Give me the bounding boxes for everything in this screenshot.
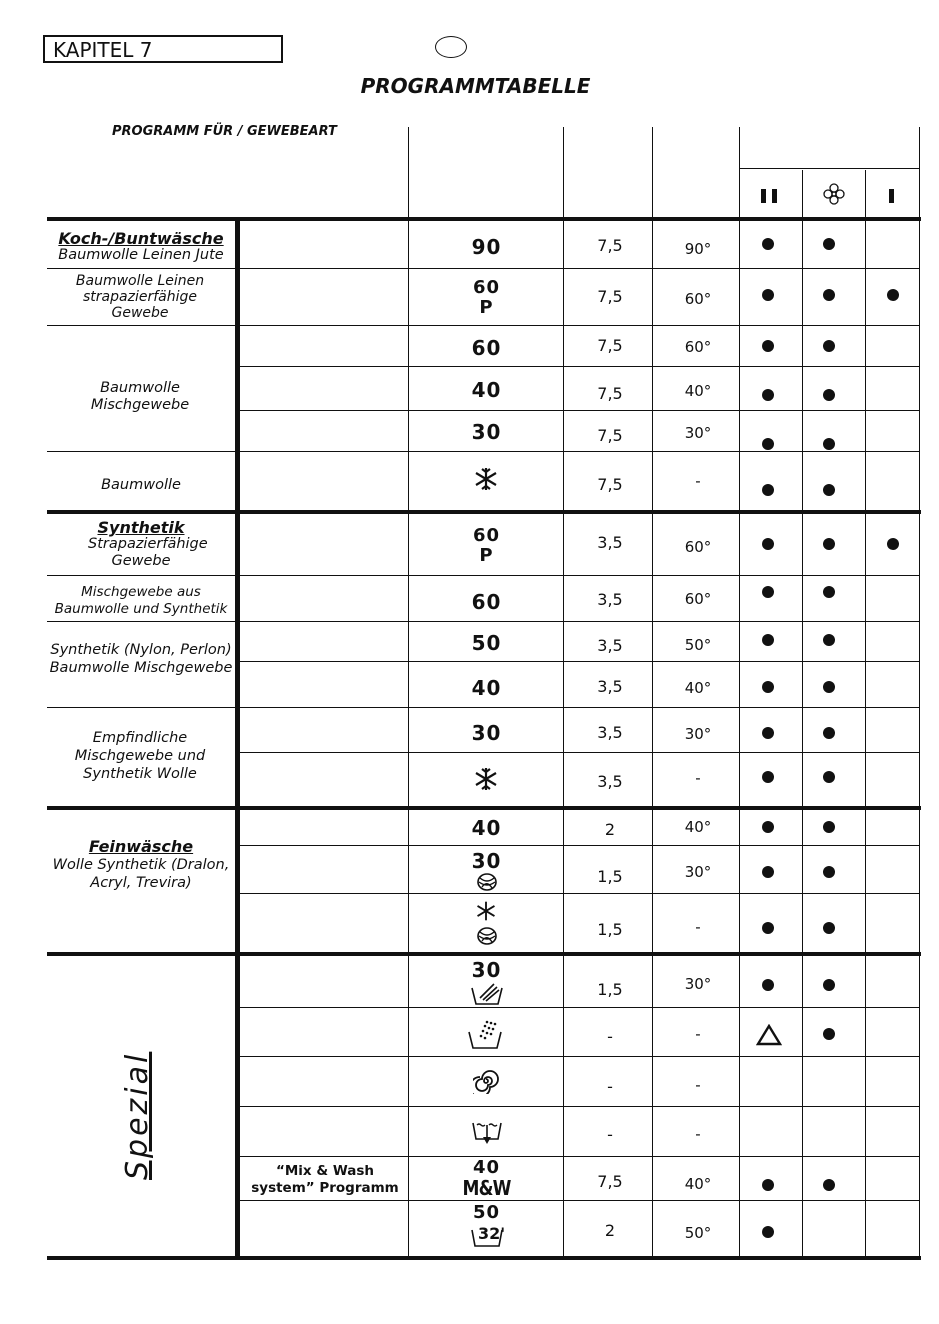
program-value: 60 (471, 336, 502, 360)
category-title: Koch-/Buntwäsche (58, 229, 224, 248)
temperature-value: 40° (684, 818, 712, 836)
temperature-value: - (695, 769, 701, 787)
load-value: - (607, 1125, 613, 1144)
row-line (240, 621, 920, 622)
option-dot (762, 979, 774, 991)
col-sep (563, 127, 564, 1258)
category-line (47, 451, 236, 452)
wool-ball-icon (476, 926, 498, 950)
header-sep (739, 168, 920, 169)
temperature-value: 50° (684, 1224, 712, 1242)
option-dot (823, 866, 835, 878)
short-program-time: 32' (478, 1224, 506, 1243)
option-dot (762, 289, 774, 301)
option-dot (762, 821, 774, 833)
row-line (240, 893, 920, 894)
option-dot (823, 484, 835, 496)
option-dot (762, 1179, 774, 1191)
category-misch-syn: Mischgewebe aus Baumwolle und Synthetik (54, 584, 228, 617)
option-dot (762, 340, 774, 352)
row-line (240, 1007, 920, 1008)
option-dot (762, 238, 774, 250)
load-value: 7,5 (597, 384, 623, 403)
option-dot (823, 821, 835, 833)
program-temp: 60 (472, 525, 501, 546)
load-value: 3,5 (597, 636, 623, 655)
option-dot (887, 289, 899, 301)
temperature-value: 60° (684, 338, 712, 356)
program-value: 40 (471, 816, 502, 840)
option-dot (823, 438, 835, 450)
col-sep (802, 170, 803, 1258)
load-value: 3,5 (597, 590, 623, 609)
load-value: 1,5 (597, 920, 623, 939)
temperature-value: 90° (684, 240, 712, 258)
row-line (240, 410, 920, 411)
page-title: PROGRAMMTABELLE (360, 74, 591, 98)
load-value: 2 (604, 820, 616, 839)
category-line (47, 325, 236, 326)
spin-icon (473, 1068, 499, 1098)
option-dot (823, 389, 835, 401)
option-dot (823, 979, 835, 991)
temperature-value: - (695, 1125, 701, 1143)
prewash-icon (759, 188, 781, 208)
temperature-value: - (695, 1025, 701, 1043)
load-value: 1,5 (597, 867, 623, 886)
row-line (240, 366, 920, 367)
temperature-value: 30° (684, 424, 712, 442)
option-dot (762, 922, 774, 934)
category-line (47, 575, 236, 576)
snowflake-icon (475, 900, 497, 926)
chapter-label: KAPITEL 7 (43, 35, 283, 63)
program-p: P (479, 545, 494, 566)
option-dot (823, 1028, 835, 1040)
row-line (240, 1106, 920, 1107)
language-oval (435, 36, 467, 58)
category-fein (48, 838, 234, 892)
option-dot (823, 1179, 835, 1191)
program-value (410, 1203, 563, 1223)
category-synthetik (48, 519, 234, 570)
temperature-value: - (695, 1076, 701, 1094)
option-dot (823, 681, 835, 693)
temperature-value: 60° (684, 538, 712, 556)
temperature-value: 30° (684, 975, 712, 993)
load-value: 7,5 (597, 475, 623, 494)
option-dot (823, 771, 835, 783)
option-dot (762, 1226, 774, 1238)
row-line (240, 1200, 920, 1201)
rinse-icon (467, 1018, 503, 1054)
program-value (410, 278, 563, 318)
category-sep (235, 219, 240, 1259)
group-sep (47, 510, 921, 514)
category-line (47, 268, 236, 269)
row-line (240, 845, 920, 846)
load-value: 7,5 (597, 236, 623, 255)
row-line (240, 661, 920, 662)
load-value: 1,5 (597, 980, 623, 999)
category-nylon: Synthetik (Nylon, Perlon) Baumwolle Mischgewebe (49, 642, 233, 676)
option-dot (823, 922, 835, 934)
option-dot (762, 438, 774, 450)
option-dot (823, 634, 835, 646)
category-baumwoll-misch: Baumwolle Mischgewebe (90, 380, 190, 413)
temperature-value: - (695, 472, 701, 490)
program-value (410, 1158, 563, 1198)
group-sep (47, 806, 921, 810)
load-value: 7,5 (597, 1172, 623, 1191)
category-title: Feinwäsche (88, 837, 194, 856)
category-koch (48, 230, 234, 264)
option-dot (762, 771, 774, 783)
program-value: 50 (471, 631, 502, 655)
program-value: 90 (471, 235, 502, 259)
load-value: 3,5 (597, 772, 623, 791)
temperature-value: 30° (684, 863, 712, 881)
program-mw: M&W (462, 1176, 511, 1200)
program-value: 30 (471, 849, 502, 873)
program-value: 40 (471, 676, 502, 700)
category-sub: Baumwolle Leinen Jute (58, 247, 224, 263)
col-sep (408, 127, 409, 1258)
mixwash-label: “Mix & Wash system” Programm (251, 1163, 399, 1196)
load-value: 7,5 (597, 426, 623, 445)
category-baumwolle: Baumwolle (101, 477, 181, 493)
load-value: 7,5 (597, 287, 623, 306)
load-value: - (607, 1027, 613, 1046)
category-sub: Strapazierfähige Gewebe (88, 536, 208, 569)
triangle-icon (756, 1024, 782, 1050)
temperature-value: 60° (684, 590, 712, 608)
row-line (240, 1056, 920, 1057)
row-line (240, 268, 920, 269)
option-dot (887, 538, 899, 550)
column-header-program: PROGRAMM FÜR / GEWEBEART (112, 124, 337, 139)
program-value: 30 (471, 958, 502, 982)
handwash-icon (470, 980, 504, 1010)
snowflake-icon (473, 766, 499, 796)
program-temp: 40 (472, 1157, 501, 1178)
option-dot (762, 484, 774, 496)
load-value: 7,5 (597, 336, 623, 355)
load-value: 2 (604, 1221, 616, 1240)
row-line (240, 1156, 920, 1157)
row-line (240, 707, 920, 708)
table-bottom (47, 1256, 921, 1260)
option-dot (762, 866, 774, 878)
option-dot (762, 634, 774, 646)
bleach-icon (888, 188, 896, 208)
program-value (410, 526, 563, 566)
load-value: - (607, 1077, 613, 1096)
program-value: 30 (471, 721, 502, 745)
option-dot (762, 681, 774, 693)
option-dot (823, 586, 835, 598)
row-line (240, 752, 920, 753)
col-sep (865, 170, 866, 1258)
temperature-value: 60° (684, 290, 712, 308)
option-dot (823, 289, 835, 301)
category-empfindlich: Empfindliche Mischgewebe und Synthetik Wolle (74, 730, 206, 782)
group-sep (47, 217, 921, 221)
temperature-value: - (695, 918, 701, 936)
option-dot (823, 340, 835, 352)
program-value: 40 (471, 378, 502, 402)
row-line (240, 451, 920, 452)
load-value: 3,5 (597, 723, 623, 742)
load-value: 3,5 (597, 533, 623, 552)
col-sep (919, 127, 920, 1258)
category-sub: Wolle Synthetik (Dralon, Acryl, Trevira) (52, 857, 230, 891)
temperature-value: 40° (684, 679, 712, 697)
option-dot (823, 727, 835, 739)
temperature-value: 30° (684, 725, 712, 743)
temperature-value: 40° (684, 382, 712, 400)
category-title: Synthetik (97, 518, 185, 537)
option-dot (762, 538, 774, 550)
option-dot (762, 727, 774, 739)
category-line (47, 707, 236, 708)
option-dot (823, 238, 835, 250)
row-line (240, 575, 920, 576)
program-value: 30 (471, 420, 502, 444)
load-value: 3,5 (597, 677, 623, 696)
row-line (240, 325, 920, 326)
program-temp: 60 (472, 277, 501, 298)
wool-ball-icon (476, 872, 498, 896)
program-value: 60 (471, 590, 502, 614)
category-line (47, 621, 236, 622)
temperature-value: 40° (684, 1175, 712, 1193)
drain-icon (471, 1119, 503, 1149)
category-spezial: Spezial (120, 1051, 155, 1180)
option-dot (823, 538, 835, 550)
option-dot (762, 389, 774, 401)
snowflake-icon (473, 466, 499, 496)
flower-icon (822, 182, 846, 210)
temperature-value: 50° (684, 636, 712, 654)
category-koch2: Baumwolle Leinen strapazierfähige Gewebe (75, 273, 205, 321)
group-sep (47, 952, 921, 956)
program-p: P (479, 297, 494, 318)
program-temp: 50 (472, 1202, 501, 1223)
option-dot (762, 586, 774, 598)
